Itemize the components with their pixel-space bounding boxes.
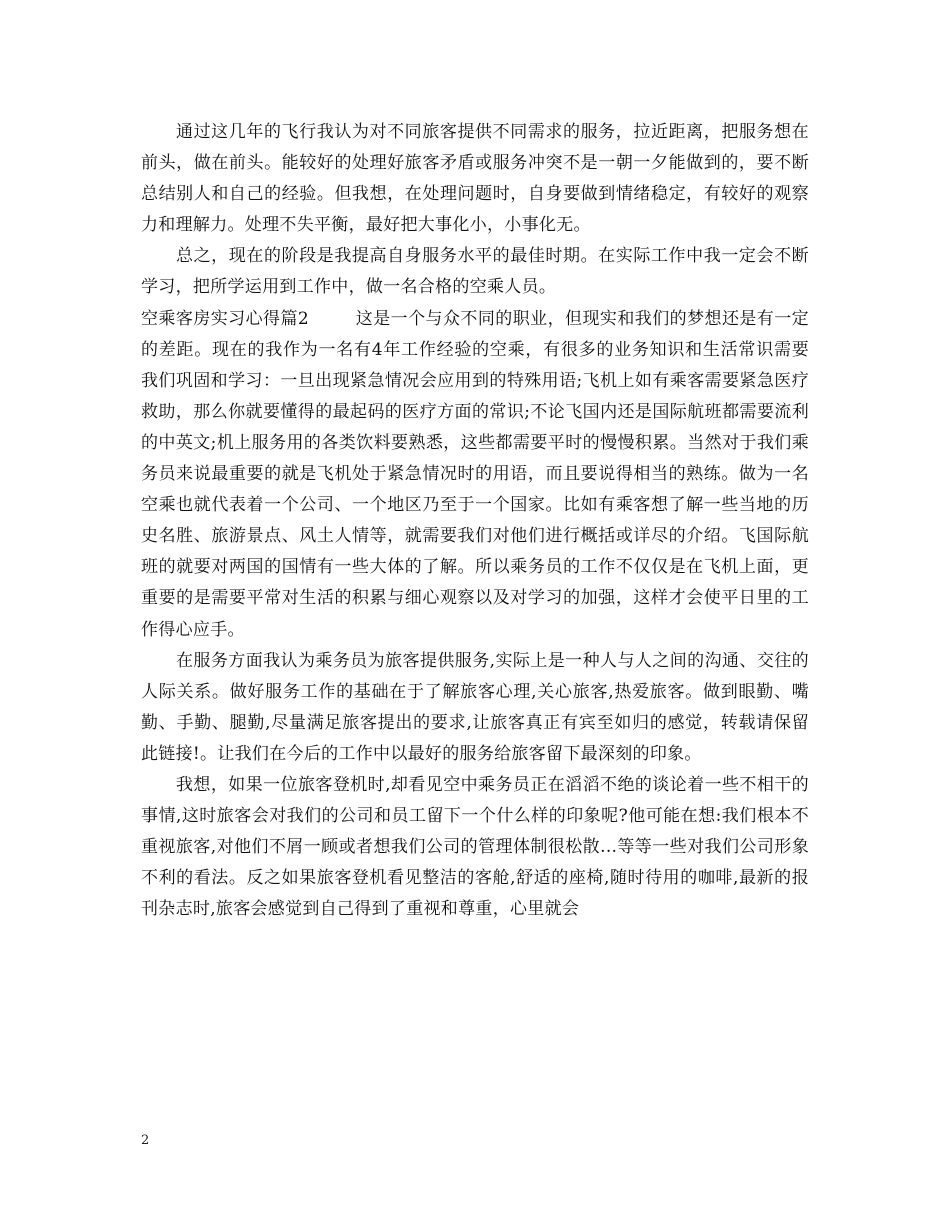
page-number: 2 bbox=[141, 1133, 150, 1148]
paragraph-service-experience: 通过这几年的飞行我认为对不同旅客提供不同需求的服务，拉近距离，把服务想在前头，做在前头。能较好的处理好旅客矛盾或服务冲突不是一朝一夕能做到的，要不断总结别人和自己的经验。但我想，在处理问题时，自身要做到情绪稳定，有较好的观察力和理解力。处理不失平衡，最好把大事化小，小事化无。 bbox=[141, 122, 809, 236]
paragraph-service-aspect: 在服务方面我认为乘务员为旅客提供服务,实际上是一种人与人之间的沟通、交往的人际关系。做好服务工作的基础在于了解旅客心理,关心旅客,热爱旅客。做到眼勤、嘴勤、手勤、腿勤,尽量满足旅客提出的要求,让旅客真正有宾至如归的感觉，转载请保留此链接!。让我们在今后的工作中以最好的服务给旅客留下最深刻的印象。 bbox=[141, 650, 809, 764]
paragraph-conclusion: 总之，现在的阶段是我提高自身服务水平的最佳时期。在实际工作中我一定会不断学习，把所学运用到工作中，做一名合格的空乘人员。 bbox=[141, 246, 809, 298]
paragraph-section-2 bbox=[141, 304, 809, 646]
section-2-body: 这是一个与众不同的职业，但现实和我们的梦想还是有一定的差距。现在的我作为一名有4年工作经验的空乘，有很多的业务知识和生活常识需要我们巩固和学习：一旦出现紧急情况会应用到的特殊用语;飞机上如有乘客需要紧急医疗救助，那么你就要懂得的最起码的医疗方面的常识;不论飞国内还是国际航班都需要流利的中英文;机上服务用的各类饮料要熟悉，这些都需要平时的慢慢积累。当然对于我们乘务员来说最重要的就是飞机处于紧急情况时的用语，而且要说得相当的熟练。做为一名空乘也就代表着一个公司、一个地区乃至于一个国家。比如有乘客想了解一些当地的历史名胜、旅游景点、风土人情等，就需要我们对他们进行概括或详尽的介绍。飞国际航班的就要对两国的国情有一些大体的了解。所以乘务员的工作不仅仅是在飞机上面，更重要的是需要平常对生活的积累与细心观察以及对学习的加强，这样才会使平日里的工作得心应手。 bbox=[141, 308, 809, 640]
document-body bbox=[141, 117, 809, 925]
heading-gap bbox=[309, 309, 356, 329]
paragraph-boarding-impression: 我想，如果一位旅客登机时,却看见空中乘务员正在滔滔不绝的谈论着一些不相干的事情,这时旅客会对我们的公司和员工留下一个什么样的印象呢?他可能在想:我们根本不重视旅客,对他们不屑一顾或者想我们公司的管理体制很松散...等等一些对我们公司形象不利的看法。反之如果旅客登机看见整洁的客舱,舒适的座椅,随时待用的咖啡,最新的报刊杂志时,旅客会感觉到自己得到了重视和尊重，心里就会 bbox=[141, 774, 809, 920]
section-heading: 空乘客房实习心得篇2 bbox=[141, 308, 310, 329]
